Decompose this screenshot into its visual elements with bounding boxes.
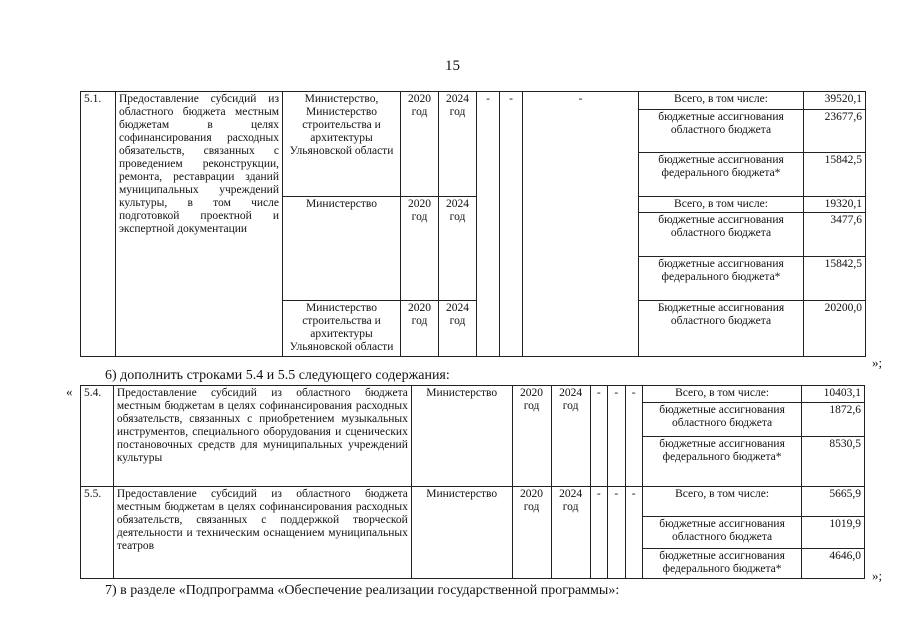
executor: Министерство [411, 386, 512, 487]
indicator-2: - [608, 487, 625, 579]
close-quote: »; [872, 355, 883, 370]
fin-label: Бюджетные ассигнования областного бюджета [639, 301, 804, 357]
row-description: Предоставление субсидий из областного бюджета местным бюджетам в целях софинансирования расходных обязательств, связанных с поддержкой творческой деятельности и техническим оснащением муниципальных театров [113, 487, 411, 579]
open-quote: « [66, 384, 73, 399]
executor: Министерство [411, 487, 512, 579]
indicator-3: - [523, 92, 639, 357]
indicator-3: - [625, 386, 642, 487]
start-year: 2020 год [401, 301, 439, 357]
row-number: 5.4. [81, 386, 114, 487]
fin-value: 15842,5 [804, 257, 866, 301]
fin-label: Всего, в том числе: [639, 92, 804, 110]
fin-value: 8530,5 [802, 437, 865, 487]
paragraph-7: 7) в разделе «Подпрограмма «Обеспечение реализации государственной программы»: [105, 583, 620, 598]
fin-label: бюджетные ассигнования областного бюджета [642, 403, 801, 437]
indicator-1: - [477, 92, 500, 357]
indicator-2: - [608, 386, 625, 487]
fin-value: 19320,1 [804, 197, 866, 213]
start-year: 2020 год [512, 386, 551, 487]
fin-value: 15842,5 [804, 153, 866, 197]
table-5-1 [80, 91, 866, 357]
row-description: Предоставление субсидий из областного бюджета местным бюджетам в целях софинансирования расходных обязательств, связанных с проведением реконструкции, ремонта, реставрации зданий муниципальных учреждений культуры, в том числе подготовкой проектной и экспертной документации [116, 92, 283, 357]
fin-value: 1019,9 [802, 517, 865, 549]
fin-value: 4646,0 [802, 549, 865, 579]
fin-label: бюджетные ассигнования федерального бюджета* [639, 153, 804, 197]
fin-label: бюджетные ассигнования федерального бюджета* [639, 257, 804, 301]
end-year: 2024 год [439, 301, 477, 357]
paragraph-6: 6) дополнить строками 5.4 и 5.5 следующего содержания: [105, 368, 450, 383]
fin-value: 10403,1 [802, 386, 865, 403]
executor: Министерство [283, 197, 401, 301]
executor: Министерство строительства и архитектуры Ульяновской области [283, 301, 401, 357]
end-year: 2024 год [551, 386, 590, 487]
fin-label: бюджетные ассигнования федерального бюджета* [642, 549, 801, 579]
page-number: 15 [445, 58, 460, 74]
end-year: 2024 год [439, 197, 477, 301]
indicator-2: - [500, 92, 523, 357]
row-number: 5.1. [81, 92, 116, 357]
close-quote: »; [872, 568, 883, 583]
fin-value: 3477,6 [804, 213, 866, 257]
indicator-1: - [590, 386, 607, 487]
fin-value: 23677,6 [804, 110, 866, 153]
row-description: Предоставление субсидий из областного бюджета местным бюджетам в целях софинансирования расходных обязательств, связанных с приобретением музыкальных инструментов, специального оборудования и сценических постановочных средств для муниципальных учреждений культуры [113, 386, 411, 487]
fin-label: Всего, в том числе: [639, 197, 804, 213]
fin-value: 39520,1 [804, 92, 866, 110]
fin-value: 1872,6 [802, 403, 865, 437]
fin-label: бюджетные ассигнования областного бюджета [639, 213, 804, 257]
start-year: 2020 год [512, 487, 551, 579]
fin-value: 20200,0 [804, 301, 866, 357]
fin-label: бюджетные ассигнования областного бюджета [639, 110, 804, 153]
fin-value: 5665,9 [802, 487, 865, 517]
table-5-4-5-5 [80, 385, 865, 579]
row-number: 5.5. [81, 487, 114, 579]
fin-label: бюджетные ассигнования областного бюджета [642, 517, 801, 549]
fin-label: Всего, в том числе: [642, 487, 801, 517]
end-year: 2024 год [551, 487, 590, 579]
end-year: 2024 год [439, 92, 477, 197]
start-year: 2020 год [401, 92, 439, 197]
indicator-3: - [625, 487, 642, 579]
fin-label: бюджетные ассигнования федерального бюджета* [642, 437, 801, 487]
fin-label: Всего, в том числе: [642, 386, 801, 403]
start-year: 2020 год [401, 197, 439, 301]
executor: Министерство, Министерство строительства и архитектуры Ульяновской области [283, 92, 401, 197]
indicator-1: - [590, 487, 607, 579]
